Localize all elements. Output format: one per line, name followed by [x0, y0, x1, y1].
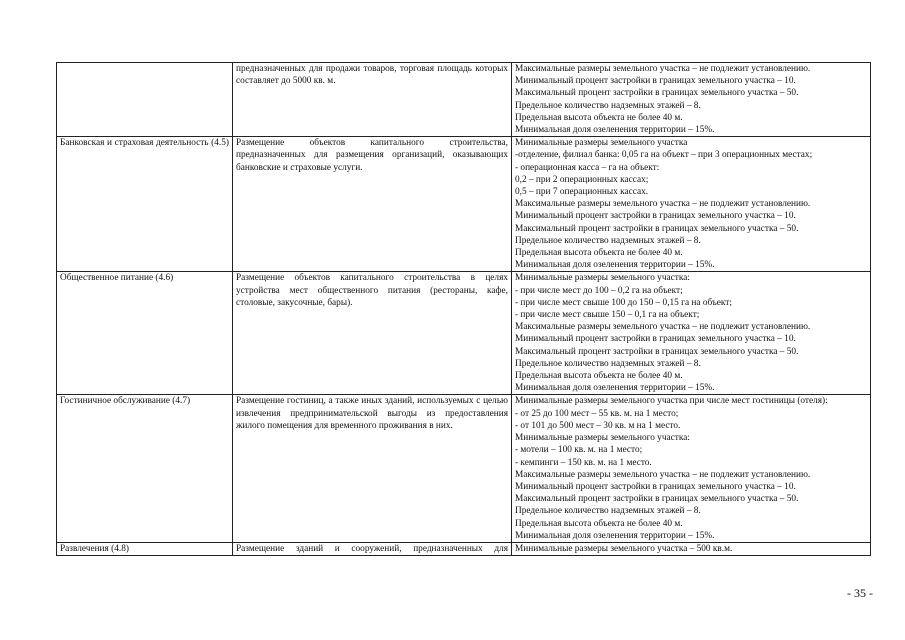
- param-line: - при числе мест свыше 100 до 150 – 0,15 га на объект;: [515, 297, 732, 308]
- param-line: Предельная высота объекта не более 40 м.: [515, 518, 683, 529]
- table-row: [57, 395, 871, 542]
- param-line: - кемпинги – 150 кв. м. на 1 место.: [515, 457, 652, 468]
- param-line: Минимальная доля озеленения территории – 15%.: [515, 260, 715, 271]
- param-line: Предельное количество надземных этажей – 8.: [515, 358, 701, 369]
- param-line: Максимальный процент застройки в границах земельного участка – 50.: [515, 346, 799, 357]
- table-row: [57, 272, 871, 395]
- use-description-cell: Размещение зданий и сооружений, предназначенных для: [233, 542, 512, 555]
- use-description-cell: Размещение объектов капитального строительства, предназначенных для размещения организаций, оказывающих банковские и страховые услуги.: [233, 137, 512, 272]
- param-line: - от 101 до 500 мест – 30 кв. м на 1 место.: [515, 420, 681, 431]
- param-line: Предельное количество надземных этажей – 8.: [515, 100, 701, 111]
- param-line: Максимальный процент застройки в границах земельного участка – 50.: [515, 223, 799, 234]
- use-description-cell: Размещение гостиниц, а также иных зданий, используемых с целью извлечения предпринимательской выгоды из предоставления жилого помещения для временного проживания в них.: [233, 395, 512, 542]
- use-name-cell: Общественное питание (4.6): [57, 272, 233, 395]
- param-line: Предельная высота объекта не более 40 м.: [515, 371, 683, 382]
- param-line: Предельная высота объекта не более 40 м.: [515, 248, 683, 259]
- param-line: Предельное количество надземных этажей – 8.: [515, 506, 701, 517]
- zoning-table: [56, 62, 871, 556]
- param-line: - при числе мест до 100 – 0,2 га на объект;: [515, 285, 683, 296]
- param-line: Минимальный процент застройки в границах земельного участка – 10.: [515, 211, 796, 222]
- param-line: Минимальная доля озеленения территории – 15%.: [515, 383, 715, 394]
- param-line: Минимальная доля озеленения территории – 15%.: [515, 125, 715, 136]
- param-line: Минимальные размеры земельного участка – 500 кв.м.: [515, 543, 733, 554]
- param-line: 0,2 – при 2 операционных кассах;: [515, 174, 649, 185]
- use-name-cell: Гостиничное обслуживание (4.7): [57, 395, 233, 542]
- table-row: [57, 63, 871, 137]
- page-number: - 35 -: [847, 586, 873, 600]
- param-line: Максимальные размеры земельного участка – не подлежит установлению.: [515, 469, 811, 480]
- param-line: Максимальный процент застройки в границах земельного участка – 50.: [515, 494, 799, 505]
- parameters-cell: [512, 63, 871, 137]
- param-line: Минимальные размеры земельного участка:: [515, 433, 690, 444]
- param-line: -отделение, филиал банка: 0,05 га на объект – при 3 операционных местах;: [515, 150, 813, 161]
- param-line: Минимальные размеры земельного участка: [515, 138, 688, 149]
- parameters-cell: [512, 542, 871, 555]
- param-line: - операционная касса – га на объект:: [515, 162, 660, 173]
- param-line: Максимальный процент застройки в границах земельного участка – 50.: [515, 88, 799, 99]
- param-line: Минимальный процент застройки в границах земельного участка – 10.: [515, 76, 796, 87]
- use-name-cell: [57, 63, 233, 137]
- param-line: Минимальный процент застройки в границах земельного участка – 10.: [515, 481, 796, 492]
- parameters-cell: [512, 272, 871, 395]
- use-name-cell: Развлечения (4.8): [57, 542, 233, 555]
- param-line: Максимальные размеры земельного участка – не подлежит установлению.: [515, 322, 811, 333]
- param-line: Максимальные размеры земельного участка – не подлежит установлению.: [515, 199, 811, 210]
- param-line: - от 25 до 100 мест – 55 кв. м. на 1 место;: [515, 408, 679, 419]
- table-row: [57, 137, 871, 272]
- param-lead: Минимальные размеры земельного участка при числе мест гостиницы (отеля):: [515, 396, 828, 407]
- use-description-cell: Размещение объектов капитального строительства в целях устройства мест общественного питания (рестораны, кафе, столовые, закусочные, бары).: [233, 272, 512, 395]
- param-line: Минимальные размеры земельного участка:: [515, 273, 690, 284]
- parameters-cell: [512, 395, 871, 542]
- param-line: Предельная высота объекта не более 40 м.: [515, 112, 683, 123]
- param-line: Минимальный процент застройки в границах земельного участка – 10.: [515, 334, 796, 345]
- table-row: [57, 542, 871, 555]
- parameters-cell: [512, 137, 871, 272]
- use-name-cell: Банковская и страховая деятельность (4.5): [57, 137, 233, 272]
- param-line: - мотели – 100 кв. м. на 1 место;: [515, 445, 643, 456]
- param-line: Минимальная доля озеленения территории – 15%.: [515, 530, 715, 541]
- param-line: Предельное количество надземных этажей – 8.: [515, 235, 701, 246]
- param-line: - при числе мест свыше 150 – 0,1 га на объект;: [515, 310, 700, 321]
- param-line: Максимальные размеры земельного участка – не подлежит установлению.: [515, 64, 811, 74]
- param-line: 0,5 – при 7 операционных кассах.: [515, 187, 649, 198]
- use-description-cell: предназначенных для продажи товаров, торговая площадь которых составляет до 5000 кв. м.: [233, 63, 512, 137]
